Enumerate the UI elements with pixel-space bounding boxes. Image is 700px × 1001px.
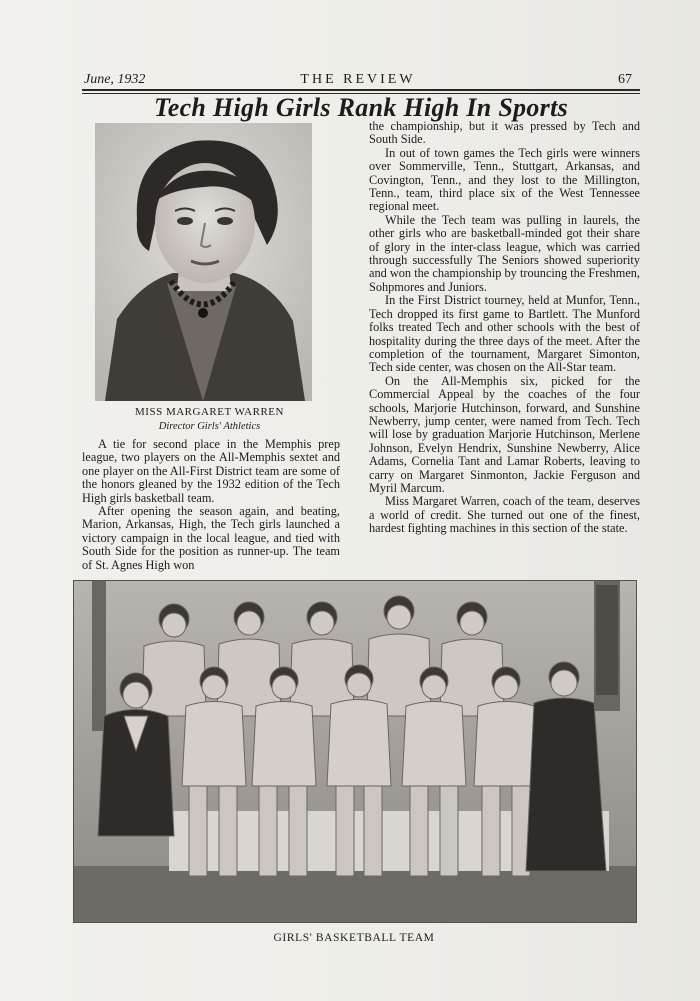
paragraph: In out of town games the Tech girls were winners over Sommerville, Tenn., Stuttgart, Arkansas, and Covington, Tenn., and they lost to the Millington, Tenn., team, third place six of the West Tennessee regional meet. <box>369 145 640 214</box>
running-header <box>84 71 632 89</box>
article-headline: Tech High Girls Rank High In Sports <box>153 93 569 122</box>
page-number: 67 <box>618 72 632 87</box>
team-photo-caption: GIRLS' BASKETBALL TEAM <box>273 932 435 944</box>
issue-date: June, 1932 <box>84 72 146 87</box>
paragraph: Miss Margaret Warren, coach of the team, deserves a world of credit. She turned out one of the finest, hardest fighting machines in this section of the state. <box>369 494 640 536</box>
paragraph: On the All-Memphis six, picked for the Commercial Appeal by the coaches of the four schools, Marjorie Hutchinson, forward, and Sunshine Newberry, jump center, were named from Tech. Tech will lose by graduation Marjorie Hutchinson, Merlene Johnson, Evelyn Hendrix, Sunshine Newberry, Alice Adams, Cornelia Tant and Lamar Roberts, leaving to carry on Margaret Sinmonton, Jackie Ferguson and Myril Marcum. <box>369 373 640 495</box>
portrait-caption-name: MISS MARGARET WARREN <box>135 406 284 418</box>
article-column-right <box>369 120 640 536</box>
article-column-left <box>82 438 340 572</box>
paragraph: A tie for second place in the Memphis prep league, two players on the All-Memphis sextet and one player on the All-First District team are some of the honors gleaned by the 1932 edition of the Tech High girls basketball team. <box>82 437 340 505</box>
paragraph: the championship, but it was pressed by Tech and South Side. <box>369 119 640 147</box>
portrait-caption-title: Director Girls' Athletics <box>158 421 261 432</box>
portrait-photo <box>95 123 312 401</box>
paragraph: In the First District tourney, held at Munfor, Tenn., Tech dropped its first game to Bartlett. The Munford folks treated Tech and other schools with the best of hospitality during the three days of the meet. After the completion of the tournament, Margaret Simonton, Tech side center, was chosen on the All-Star team. <box>369 293 640 375</box>
team-photo <box>73 580 637 923</box>
masthead: THE REVIEW <box>300 72 416 87</box>
paragraph: While the Tech team was pulling in laurels, the other girls who are basketball-minded got their share of glory in the inter-class league, which was carried through successfully The Seniors showed superiority and won the championship by trouncing the Freshmen, Sohpmores and Juniors. <box>369 212 640 294</box>
paragraph: After opening the season again, and beating, Marion, Arkansas, High, the Tech girls launched a victory campaign in the local league, and tied with South Side for the position as runner-up. The team of St. Agnes High won <box>82 504 340 572</box>
